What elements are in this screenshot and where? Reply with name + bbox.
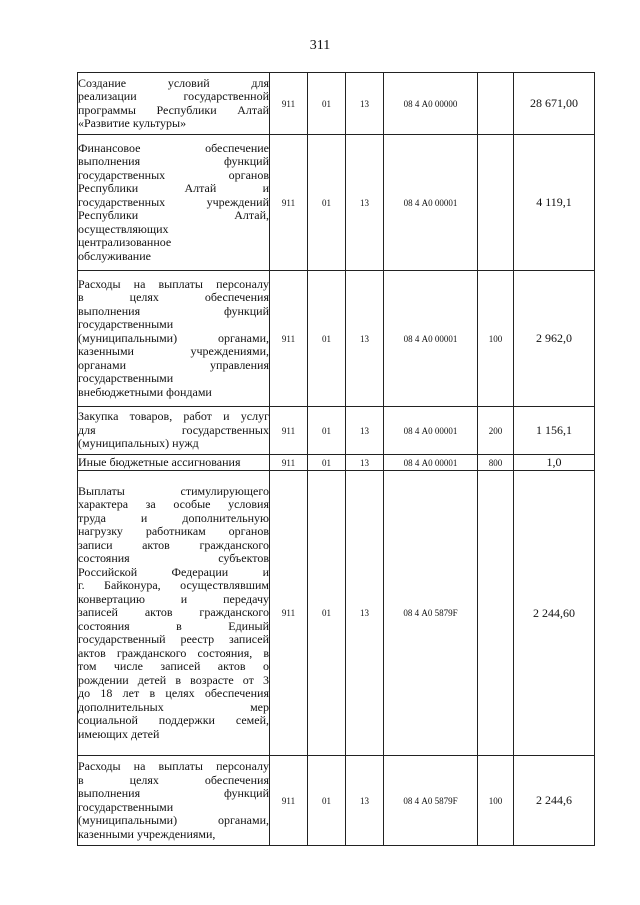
description-line: государственными [78, 371, 174, 386]
admin-code-cell: 911 [270, 407, 308, 455]
description-line: Иные бюджетные ассигнования [78, 454, 241, 469]
description-line: том числе записей актов о [78, 659, 269, 674]
admin-code-cell: 911 [270, 756, 308, 846]
row-description [78, 756, 270, 846]
description-line: программы Республики Алтай [78, 102, 269, 117]
admin-code-cell: 911 [270, 73, 308, 135]
row-description [78, 455, 270, 471]
target-article-cell: 08 4 А0 00001 [384, 271, 478, 407]
description-line: осуществляющих [78, 221, 169, 236]
description-line: государственный реестр записей [78, 632, 269, 647]
description-line: до 18 лет в целях обеспечения [78, 686, 269, 701]
amount-cell: 2 962,0 [514, 271, 595, 407]
section-code-cell: 01 [308, 471, 346, 756]
section-code-cell: 01 [308, 407, 346, 455]
description-line: выполнения функций [78, 154, 269, 169]
description-line: государственных органов [78, 167, 269, 182]
expense-type-cell: 800 [478, 455, 514, 471]
description-line: актов гражданского состояния, в [78, 645, 269, 660]
description-line: внебюджетными фондами [78, 384, 212, 399]
row-description [78, 135, 270, 271]
description-line: государственных учреждений [78, 194, 269, 209]
target-article-cell: 08 4 А0 00001 [384, 455, 478, 471]
description-line: Создание условий для [78, 75, 269, 90]
row-description [78, 471, 270, 756]
row-description [78, 271, 270, 407]
description-line: записи актов гражданского [78, 537, 269, 552]
description-line: реализации государственной [78, 89, 269, 103]
subsection-code-cell: 13 [346, 135, 384, 271]
description-line: органами управления [78, 357, 269, 372]
section-code-cell: 01 [308, 135, 346, 271]
target-article-cell: 08 4 А0 00001 [384, 135, 478, 271]
description-line: Республики Алтай, [78, 208, 269, 223]
description-line: труда и дополнительную [78, 510, 269, 525]
description-line: конвертацию и передачу [78, 591, 269, 606]
description-line: Финансовое обеспечение [78, 140, 269, 155]
description-line: выполнения функций [78, 786, 269, 800]
table-row [78, 407, 595, 455]
table-row [78, 271, 595, 407]
amount-cell: 1 156,1 [514, 407, 595, 455]
description-line: дополнительных мер [78, 699, 269, 714]
description-line: нагрузку работникам органов [78, 524, 269, 539]
table-row [78, 73, 595, 135]
description-line: состояния в Единый [78, 618, 269, 633]
row-description [78, 73, 270, 135]
table-row [78, 135, 595, 271]
expense-type-cell [478, 471, 514, 756]
description-line: Расходы на выплаты персоналу [78, 759, 269, 773]
description-line: (муниципальных) нужд [78, 436, 199, 451]
expense-type-cell: 200 [478, 407, 514, 455]
section-code-cell: 01 [308, 756, 346, 846]
expense-type-cell [478, 135, 514, 271]
target-article-cell: 08 4 А0 00000 [384, 73, 478, 135]
admin-code-cell: 911 [270, 135, 308, 271]
target-article-cell: 08 4 А0 5879F [384, 471, 478, 756]
description-line: состояния субъектов [78, 551, 269, 566]
description-line: казенными учреждениями, [78, 344, 269, 359]
table-row [78, 756, 595, 846]
target-article-cell: 08 4 А0 00001 [384, 407, 478, 455]
admin-code-cell: 911 [270, 455, 308, 471]
description-line: государственными [78, 799, 174, 814]
description-line: казенными учреждениями, [78, 826, 216, 841]
expense-type-cell [478, 73, 514, 135]
description-line: г. Байконура, осуществлявшим [78, 578, 269, 593]
section-code-cell: 01 [308, 271, 346, 407]
subsection-code-cell: 13 [346, 455, 384, 471]
row-description [78, 407, 270, 455]
amount-cell: 28 671,00 [514, 73, 595, 135]
subsection-code-cell: 13 [346, 407, 384, 455]
description-line: Российской Федерации и [78, 564, 269, 579]
description-line: Выплаты стимулирующего [78, 483, 269, 498]
amount-cell: 4 119,1 [514, 135, 595, 271]
description-line: Республики Алтай и [78, 181, 269, 196]
section-code-cell: 01 [308, 73, 346, 135]
description-line: выполнения функций [78, 303, 269, 318]
table-row [78, 455, 595, 471]
description-line: социальной поддержки семей, [78, 713, 269, 728]
subsection-code-cell: 13 [346, 73, 384, 135]
description-line: (муниципальными) органами, [78, 813, 269, 827]
expense-type-cell: 100 [478, 271, 514, 407]
description-line: в целях обеспечения [78, 290, 269, 305]
description-line: централизованное [78, 235, 172, 250]
page-number: 311 [309, 38, 331, 53]
description-line: Закупка товаров, работ и услуг [78, 409, 269, 424]
amount-cell: 2 244,6 [514, 756, 595, 846]
description-line: (муниципальными) органами, [78, 330, 269, 345]
section-code-cell: 01 [308, 455, 346, 471]
description-line: Расходы на выплаты персоналу [78, 276, 269, 291]
description-line: государственными [78, 317, 174, 332]
description-line: имеющих детей [78, 726, 160, 741]
admin-code-cell: 911 [270, 271, 308, 407]
table-row [78, 471, 595, 756]
amount-cell: 1,0 [514, 455, 595, 471]
description-line: записей актов гражданского [78, 605, 269, 620]
description-line: для государственных [78, 422, 269, 437]
description-line: характера за особые условия [78, 497, 269, 512]
amount-cell: 2 244,60 [514, 471, 595, 756]
subsection-code-cell: 13 [346, 271, 384, 407]
description-line: «Развитие культуры» [78, 116, 187, 130]
description-line: рождении детей в возрасте от 3 [78, 672, 269, 687]
description-line: в целях обеспечения [78, 772, 269, 787]
description-line: обслуживание [78, 248, 151, 263]
target-article-cell: 08 4 А0 5879F [384, 756, 478, 846]
expense-type-cell: 100 [478, 756, 514, 846]
budget-table [77, 72, 595, 846]
subsection-code-cell: 13 [346, 756, 384, 846]
subsection-code-cell: 13 [346, 471, 384, 756]
admin-code-cell: 911 [270, 471, 308, 756]
